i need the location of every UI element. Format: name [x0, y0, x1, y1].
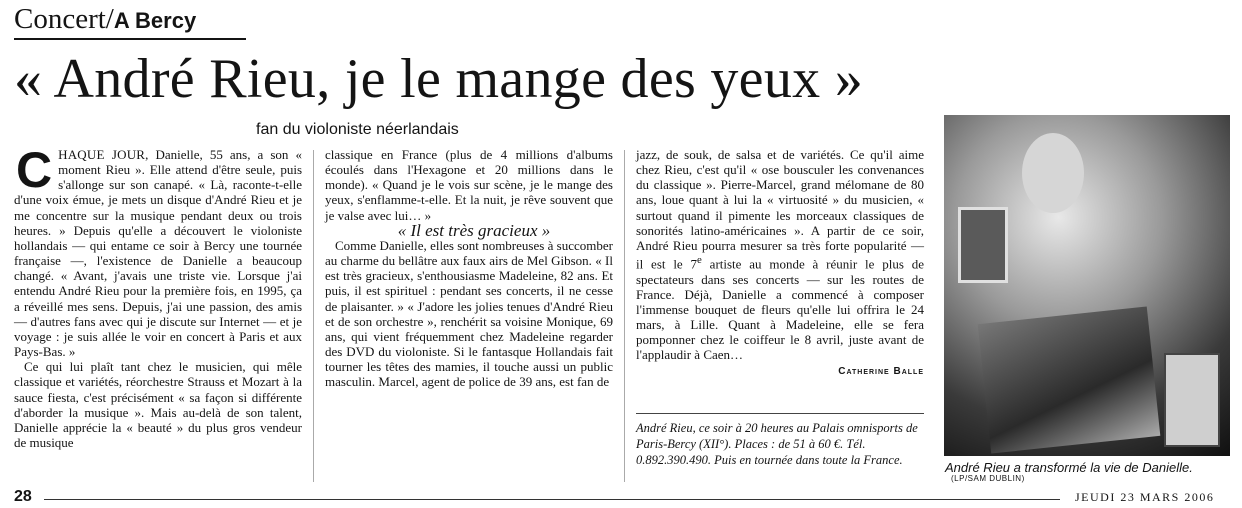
- lead-in: HAQUE JOUR: [58, 147, 146, 162]
- paragraph: [636, 147, 924, 363]
- column-divider: [624, 150, 625, 482]
- concert-info: André Rieu, ce soir à 20 heures au Palais omnisports de Paris-Bercy (XII°). Places : de 51 à 60 €. Tél. 0.892.390.490. Puis en tournée dans toute la France.: [636, 421, 918, 467]
- paragraph: Comme Danielle, elles sont nombreuses à succomber au charme du bellâtre aux faux airs de Mel Gibson. « Il est très gracieux, s'enthousiasme Madeleine, 82 ans. Et puis, il est spirituel : pendant ses concerts, il ne cesse de plaisanter. » « J'adore les jolies tenues d'André Rieu et de son orchestre », renchérit sa voisine Monique, 69 ans, qui vient fréquemment chez Madeleine regarder des DVD du violoniste. Si le fantasque Hollandais fait tourner les têtes des mamies, il touche aussi un public masculin. Marcel, agent de police de 39 ans, est fan de: [325, 237, 613, 390]
- paragraph-text: artiste au monde à réunir le plus de spectateurs dans ses concerts — sur les routes de France. Déjà, Danielle a commencé à composer l'immense bouquet de fleurs qu'elle lui offrira le 24 mars, à Lille. Quant à Madeleine, elle se fera pomponner chez le coiffeur le 8 avril, juste avant de l'applaudir à Caen…: [636, 256, 924, 363]
- column-divider: [313, 150, 314, 482]
- footer-rule: [44, 499, 1060, 500]
- issue-date: JEUDI 23 MARS 2006: [1075, 490, 1215, 504]
- photo-credit: (LP/SAM DUBLIN): [951, 474, 1025, 483]
- kicker-section: Concert/: [14, 3, 114, 35]
- article-photo: [944, 115, 1230, 456]
- deck-subtitle: fan du violoniste néerlandais: [256, 121, 459, 138]
- info-divider: [636, 413, 924, 414]
- photo-album-stack: [978, 306, 1161, 453]
- page-number: 28: [14, 488, 32, 505]
- paragraph-text: jazz, de souk, de salsa et de variétés. Ce qu'il aime chez Rieu, c'est qu'il « ose bousculer les convenances du classique ». Pierre-Marcel, grand mélomane de 80 ans, loue quant à lui la « virtuosité » du musicien, « surtout quand il pimente les morceaux classiques de sonorités latino-américaines ». A partir de ce soir, André Rieu pourra mesurer sa très forte popularité — il est le 7: [636, 147, 924, 272]
- section-kicker: [14, 2, 196, 38]
- paragraph: classique en France (plus de 4 millions d'albums écoulés dans l'Hexagone et 20 millions dans le monde). « Quand je le vois sur scène, je le mange des yeux, s'enflamme-t-elle. Et la nuit, je rêve souvent que je valse avec lui… »: [325, 147, 613, 223]
- photo-woman-face: [1022, 133, 1084, 213]
- drop-cap: C: [16, 142, 53, 198]
- headline: « André Rieu, je le mange des yeux »: [14, 48, 864, 110]
- paragraph: Ce qui lui plaît tant chez le musicien, qui mêle classique et variétés, réorchestre Strauss et Mozart à la sauce fiesta, c'est précisément « sa façon si différente d'aborder la musique ». Mais au-delà de son talent, Danielle apprécie la « beauté » du plus gros vendeur de musique: [14, 359, 302, 450]
- article-column-2: [325, 147, 613, 390]
- photo-record-sleeve: [1164, 353, 1220, 447]
- paragraph: [14, 142, 302, 360]
- kicker-place: A Bercy: [113, 8, 197, 33]
- photo-caption: André Rieu a transformé la vie de Danielle.: [945, 460, 1193, 475]
- byline: Catherine Balle: [838, 365, 924, 377]
- photo-framed-picture: [958, 207, 1008, 283]
- superscript: e: [697, 254, 702, 267]
- article-column-3: [636, 147, 924, 379]
- paragraph-text: , Danielle, 55 ans, a son « moment Rieu ». Elle attend d'être seule, puis s'allonge sur son canapé. « Là, raconte-t-elle d'une voix émue, je mets un disque d'André Rieu et je me concentre sur la musique pendant deux ou trois heures. » Depuis qu'elle a découvert le violoniste hollandais — qui entame ce soir à Bercy une tournée française —, l'existence de Danielle a beaucoup changé. « Avant, j'avais une triste vie. Lorsque j'ai entendu André Rieu pour la première fois, en 1995, ça a réveillé mes sens. Depuis, j'ai une passion, des amis — d'autres fans avec qui je discute sur Internet — et je voyage : je suis allée le voir en concert à Paris et aux Pays-Bas. »: [14, 147, 302, 360]
- kicker-underline: [14, 38, 246, 40]
- article-column-1: [14, 142, 302, 450]
- subheading: « Il est très gracieux »: [397, 220, 551, 240]
